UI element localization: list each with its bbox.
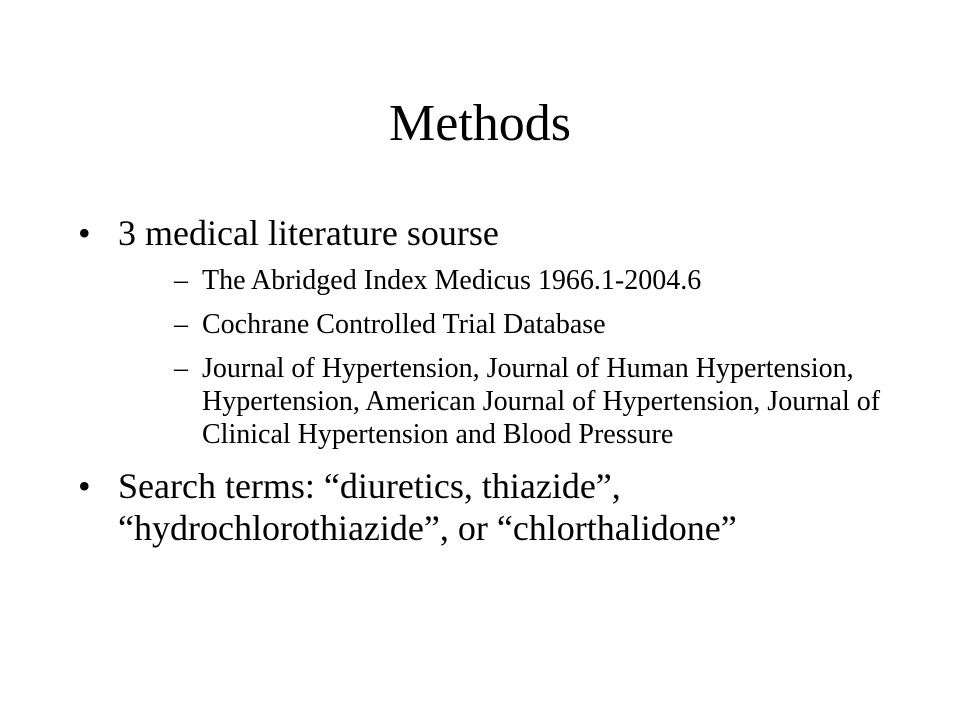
sub-bullet-item <box>118 308 892 341</box>
dash-marker: – <box>174 309 188 340</box>
bullet-marker: • <box>78 466 91 506</box>
bullet-item <box>72 465 892 549</box>
bullet-item <box>72 212 892 451</box>
sub-bullet-item <box>118 264 892 297</box>
slide-title: Methods <box>389 95 571 152</box>
bullet-marker: • <box>78 213 91 253</box>
sub-bullet-text: Journal of Hypertension, Journal of Human Hypertension, Hypertension, American Journal of Hypertension, Journal of Clinical Hypertension and Blood Pressure <box>202 353 881 450</box>
bullet-text: 3 medical literature sourse <box>118 213 499 253</box>
sub-bullet-list <box>118 264 892 451</box>
bullet-text: Search terms: “diuretics, thiazide”, “hydrochlorothiazide”, or “chlorthalidone” <box>118 466 737 548</box>
dash-marker: – <box>174 265 188 296</box>
bullet-list <box>72 212 892 549</box>
dash-marker: – <box>174 353 188 384</box>
sub-bullet-text: The Abridged Index Medicus 1966.1-2004.6 <box>202 265 702 296</box>
sub-bullet-item <box>118 352 892 451</box>
sub-bullet-text: Cochrane Controlled Trial Database <box>202 309 606 340</box>
